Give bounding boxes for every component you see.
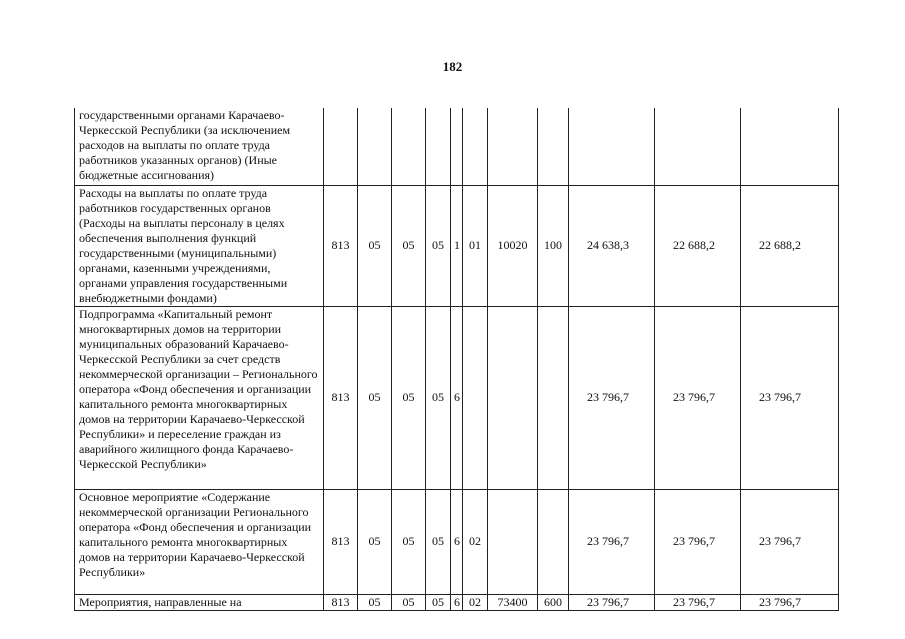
cell-ved: [324, 108, 358, 185]
cell-sum-3: [741, 108, 839, 185]
cell-sum-3: 22 688,2: [741, 185, 839, 306]
cell-sum-1: 23 796,7: [569, 489, 655, 594]
cell-sum-1: 23 796,7: [569, 594, 655, 610]
cell-sum-1: [569, 108, 655, 185]
cell-cs1: 05: [426, 489, 451, 594]
cell-cs3: 02: [463, 489, 488, 594]
cell-cs4: [488, 489, 538, 594]
cell-cs1: 05: [426, 306, 451, 489]
cell-pr: 05: [392, 489, 426, 594]
row-description: государственными органами Карачаево-Черкесской Республики (за исключением расходов на выплаты по оплате труда работников указанных органов) (Иные бюджетные ассигнования): [75, 108, 324, 185]
cell-sum-2: [655, 108, 741, 185]
cell-sum-2: 22 688,2: [655, 185, 741, 306]
cell-sum-3: 23 796,7: [741, 306, 839, 489]
cell-rz: 05: [358, 594, 392, 610]
cell-cs2: 6: [451, 306, 463, 489]
cell-cs3: [463, 108, 488, 185]
table-row: [75, 185, 839, 306]
table-row: [75, 489, 839, 594]
cell-cs1: 05: [426, 185, 451, 306]
budget-table: [74, 108, 839, 611]
cell-sum-1: 23 796,7: [569, 306, 655, 489]
cell-cs4: [488, 108, 538, 185]
table-row: [75, 594, 839, 610]
cell-rz: 05: [358, 306, 392, 489]
cell-cs3: 01: [463, 185, 488, 306]
cell-cs3: 02: [463, 594, 488, 610]
row-description: Расходы на выплаты по оплате труда работников государственных органов (Расходы на выплаты персоналу в целях обеспечения выполнения функций государственными (муниципальными) органами, казенными учреждениями, органами управления государственными внебюджетными фондами): [75, 185, 324, 306]
cell-cs2: 6: [451, 489, 463, 594]
cell-sum-3: 23 796,7: [741, 594, 839, 610]
cell-cs1: 05: [426, 594, 451, 610]
cell-cs2: [451, 108, 463, 185]
cell-pr: [392, 108, 426, 185]
cell-pr: 05: [392, 594, 426, 610]
cell-vr: [538, 306, 569, 489]
cell-cs4: 73400: [488, 594, 538, 610]
cell-pr: 05: [392, 185, 426, 306]
cell-sum-2: 23 796,7: [655, 306, 741, 489]
cell-ved: 813: [324, 594, 358, 610]
page-number: 182: [442, 59, 463, 74]
cell-sum-2: 23 796,7: [655, 489, 741, 594]
cell-vr: 600: [538, 594, 569, 610]
cell-cs2: 6: [451, 594, 463, 610]
cell-cs4: 10020: [488, 185, 538, 306]
cell-sum-1: 24 638,3: [569, 185, 655, 306]
cell-vr: 100: [538, 185, 569, 306]
row-description: Подпрограмма «Капитальный ремонт многоквартирных домов на территории муниципальных образований Карачаево-Черкесской Республики за счет средств некоммерческой организации – Регионального оператора «Фонд обеспечения и организации капитального ремонта многоквартирных домов на территории Карачаево-Черкесской Республики» и переселение граждан из аварийного жилищного фонда Карачаево-Черкесской Республики»: [75, 306, 324, 489]
cell-cs3: [463, 306, 488, 489]
cell-vr: [538, 108, 569, 185]
row-description: Мероприятия, направленные на: [75, 594, 324, 610]
table-row: [75, 306, 839, 489]
cell-rz: 05: [358, 185, 392, 306]
row-description: Основное мероприятие «Содержание некоммерческой организации Регионального оператора «Фонд обеспечения и организации капитального ремонта многоквартирных домов на территории Карачаево-Черкесской Республики»: [75, 489, 324, 594]
cell-ved: 813: [324, 489, 358, 594]
cell-pr: 05: [392, 306, 426, 489]
cell-cs4: [488, 306, 538, 489]
cell-rz: [358, 108, 392, 185]
cell-sum-2: 23 796,7: [655, 594, 741, 610]
cell-vr: [538, 489, 569, 594]
cell-cs1: [426, 108, 451, 185]
cell-rz: 05: [358, 489, 392, 594]
cell-cs2: 1: [451, 185, 463, 306]
cell-ved: 813: [324, 185, 358, 306]
cell-sum-3: 23 796,7: [741, 489, 839, 594]
table-row: [75, 108, 839, 185]
cell-ved: 813: [324, 306, 358, 489]
